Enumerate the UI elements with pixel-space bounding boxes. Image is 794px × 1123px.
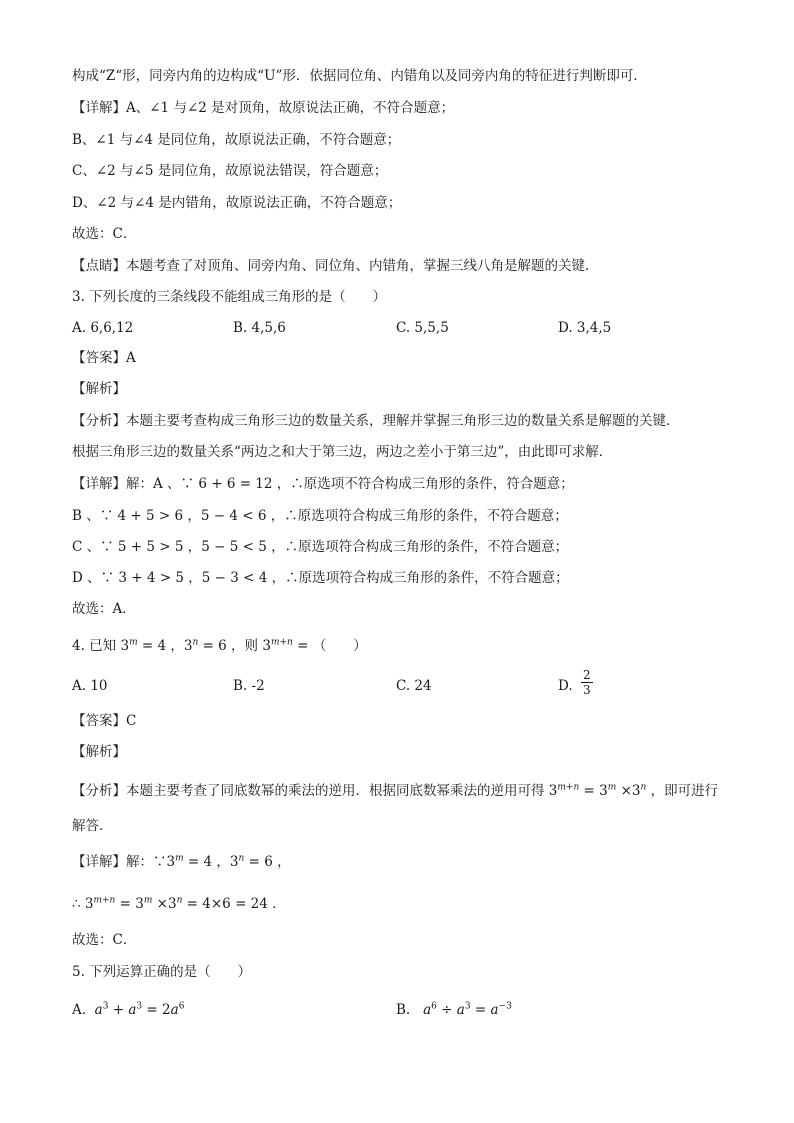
paragraph-line: 解答． xyxy=(72,818,113,834)
paragraph-line: 故选：C． xyxy=(72,226,137,242)
paragraph-line: 【分析】本题主要考查构成三角形三边的数量关系，理解并掌握三角形三边的数量关系是解题的关键． xyxy=(72,413,680,429)
option-d: D. $\frac{2}{3}$ xyxy=(558,668,591,697)
paragraph-line: 构成“Z“形，同旁内角的边构成“U”形．依据同位角、内错角以及同旁内角的特征进行判断即可． xyxy=(72,68,647,84)
paragraph-line: 【详解】解：$\because 3^m = 4$ ，$3^n = 6$ ， xyxy=(72,853,291,870)
q5-options xyxy=(0,1000,794,1020)
paragraph-line: 根据三角形三边的数量关系“两边之和大于第三边，两边之差小于第三边”，由此即可求解． xyxy=(72,444,613,460)
question-stem: 4. 已知 $3^m = 4$ ，$3^n = 6$ ，则 $3^{m+n}$ = （ ） xyxy=(72,637,367,654)
option-a: A. 6,6,12 xyxy=(72,320,134,336)
paragraph-line: ∴ $3^{m+n} = 3^m \times 3^n = 4\times 6 = 24$ ． xyxy=(72,895,286,912)
answer-label: 【答案】A xyxy=(72,350,136,366)
paragraph-line: 故选：C． xyxy=(72,932,137,948)
paragraph-line: 故选：A． xyxy=(72,601,136,617)
paragraph-line: D、∠2 与∠4 是内错角，故原说法正确，不符合题意； xyxy=(72,195,402,211)
paragraph-line: C 、∵ 5 + 5 > 5 ，5 − 5 < 5 ，∴原选项符合构成三角形的条件，不符合题意； xyxy=(72,539,569,555)
paragraph-line: D 、∵ 3 + 4 > 5 ，5 − 3 < 4 ，∴原选项符合构成三角形的条件，不符合题意； xyxy=(72,570,569,586)
option-c: C. 5,5,5 xyxy=(396,320,449,336)
fraction: $\frac{2}{3}$ xyxy=(582,668,591,697)
option-d: D. 3,4,5 xyxy=(558,320,612,336)
analysis-label: 【解析】 xyxy=(72,381,126,397)
analysis-label: 【解析】 xyxy=(72,744,126,760)
question-stem: 3. 下列长度的三条线段不能组成三角形的是（ ） xyxy=(72,289,387,305)
option-b: B. $a^6 \div a^3 = a^{-3}$ xyxy=(396,1001,512,1018)
option-a: A. $a^3 + a^3 = 2a^6$ xyxy=(72,1001,185,1018)
question-stem: 5. 下列运算正确的是（ ） xyxy=(72,964,252,980)
paragraph-line: 【点睛】本题考查了对顶角、同旁内角、同位角、内错角，掌握三线八角是解题的关键． xyxy=(72,258,599,274)
paragraph-line: B、∠1 与∠4 是同位角，故原说法正确，不符合题意； xyxy=(72,132,401,148)
q3-options xyxy=(0,318,794,338)
option-b: B. -2 xyxy=(233,678,265,694)
answer-label: 【答案】C xyxy=(72,713,137,729)
q4-options xyxy=(0,668,794,697)
paragraph-line: 【分析】本题主要考查了同底数幂的乘法的逆用．根据同底数幂乘法的逆用可得 $3^{m+n} = 3^m \times 3^n$ ，即可进行 xyxy=(72,782,719,799)
paragraph-line: 【详解】A、∠1 与∠2 是对顶角，故原说法正确，不符合题意； xyxy=(72,100,455,116)
paragraph-line: C、∠2 与∠5 是同位角，故原说法错误，符合题意； xyxy=(72,163,388,179)
paragraph-line: 【详解】解：A 、∵ 6 + 6 = 12 ，∴原选项不符合构成三角形的条件，符合题意； xyxy=(72,476,574,492)
option-b: B. 4,5,6 xyxy=(233,320,286,336)
paragraph-line: B 、∵ 4 + 5 > 6 ，5 − 4 < 6 ，∴原选项符合构成三角形的条件，不符合题意； xyxy=(72,508,568,524)
option-a: A. 10 xyxy=(72,678,108,694)
option-c: C. 24 xyxy=(396,678,432,694)
